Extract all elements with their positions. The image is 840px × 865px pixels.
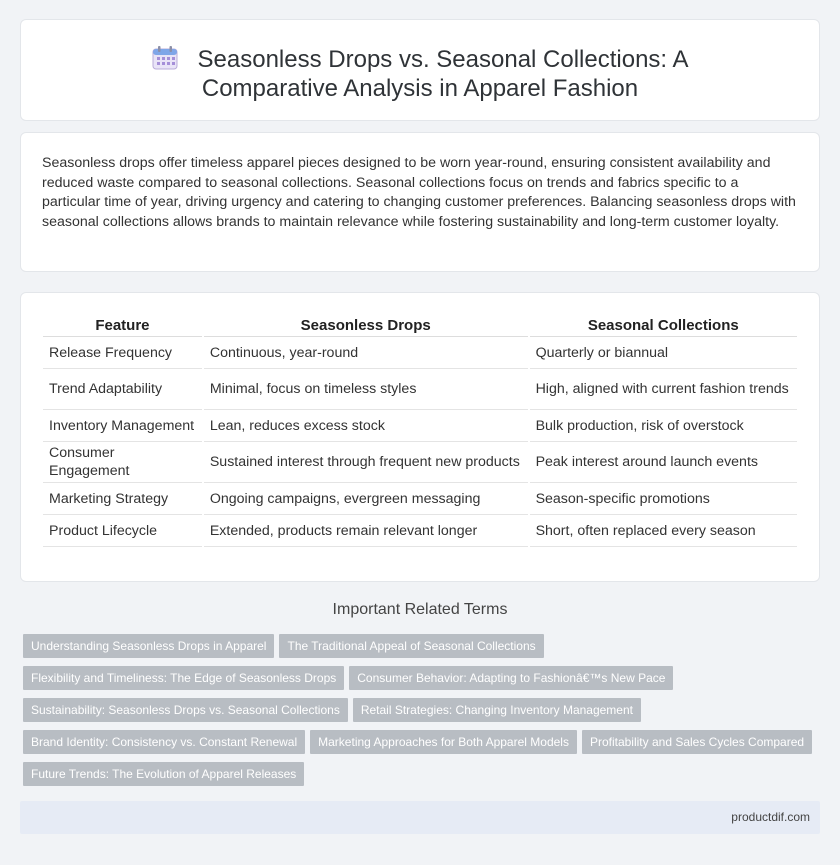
table-cell: High, aligned with current fashion trends — [530, 369, 797, 410]
related-term-tag[interactable]: Flexibility and Timeliness: The Edge of Seasonless Drops — [23, 666, 344, 690]
table-row — [43, 483, 797, 515]
related-term-tag[interactable]: Retail Strategies: Changing Inventory Management — [353, 698, 641, 722]
related-terms-list — [23, 634, 823, 794]
table-cell: Consumer Engagement — [43, 442, 202, 483]
related-term-tag[interactable]: Future Trends: The Evolution of Apparel Releases — [23, 762, 304, 786]
header-feature: Feature — [43, 314, 202, 337]
intro-paragraph: Seasonless drops offer timeless apparel pieces designed to be worn year-round, ensuring consistent availability and reduced waste compared to seasonal collections. Seasonal collections focus on trends and fabrics specific to a particular time of year, driving urgency and catering to changing customer preferences. Balancing seasonless drops with seasonal collections allows brands to maintain relevance while fostering sustainability and long-term customer loyalty. — [42, 155, 796, 231]
table-row — [43, 369, 797, 410]
table-cell: Sustained interest through frequent new products — [204, 442, 528, 483]
intro-card — [20, 132, 820, 272]
table-cell: Continuous, year-round — [204, 337, 528, 369]
related-term-tag[interactable]: Marketing Approaches for Both Apparel Models — [310, 730, 577, 754]
related-terms-title: Important Related Terms — [332, 601, 508, 618]
comparison-table — [41, 314, 799, 547]
page-title — [81, 45, 759, 103]
comparison-card — [20, 292, 820, 582]
table-row — [43, 442, 797, 483]
table-cell: Short, often replaced every season — [530, 515, 797, 547]
table-row — [43, 410, 797, 442]
related-term-tag[interactable]: Sustainability: Seasonless Drops vs. Seasonal Collections — [23, 698, 348, 722]
table-cell: Trend Adaptability — [43, 369, 202, 410]
table-cell: Marketing Strategy — [43, 483, 202, 515]
related-term-tag[interactable]: Consumer Behavior: Adapting to Fashionâ€™s New Pace — [349, 666, 673, 690]
table-cell: Inventory Management — [43, 410, 202, 442]
table-cell: Peak interest around launch events — [530, 442, 797, 483]
calendar-icon — [152, 46, 178, 70]
table-cell: Product Lifecycle — [43, 515, 202, 547]
header-seasonless: Seasonless Drops — [204, 314, 528, 337]
title-card — [20, 19, 820, 121]
table-cell: Release Frequency — [43, 337, 202, 369]
related-term-tag[interactable]: Understanding Seasonless Drops in Apparel — [23, 634, 274, 658]
table-cell: Extended, products remain relevant longer — [204, 515, 528, 547]
footer — [20, 801, 820, 834]
table-cell: Lean, reduces excess stock — [204, 410, 528, 442]
table-cell: Bulk production, risk of overstock — [530, 410, 797, 442]
related-term-tag[interactable]: The Traditional Appeal of Seasonal Collections — [279, 634, 543, 658]
table-row — [43, 515, 797, 547]
footer-site[interactable]: productdif.com — [731, 810, 810, 824]
table-cell: Ongoing campaigns, evergreen messaging — [204, 483, 528, 515]
table-row — [43, 337, 797, 369]
table-cell: Quarterly or biannual — [530, 337, 797, 369]
related-term-tag[interactable]: Profitability and Sales Cycles Compared — [582, 730, 812, 754]
header-seasonal: Seasonal Collections — [530, 314, 797, 337]
table-cell: Minimal, focus on timeless styles — [204, 369, 528, 410]
table-cell: Season-specific promotions — [530, 483, 797, 515]
page-title-text: Seasonless Drops vs. Seasonal Collections: A Comparative Analysis in Apparel Fashion — [197, 46, 689, 102]
related-term-tag[interactable]: Brand Identity: Consistency vs. Constant Renewal — [23, 730, 305, 754]
table-header-row — [43, 314, 797, 337]
